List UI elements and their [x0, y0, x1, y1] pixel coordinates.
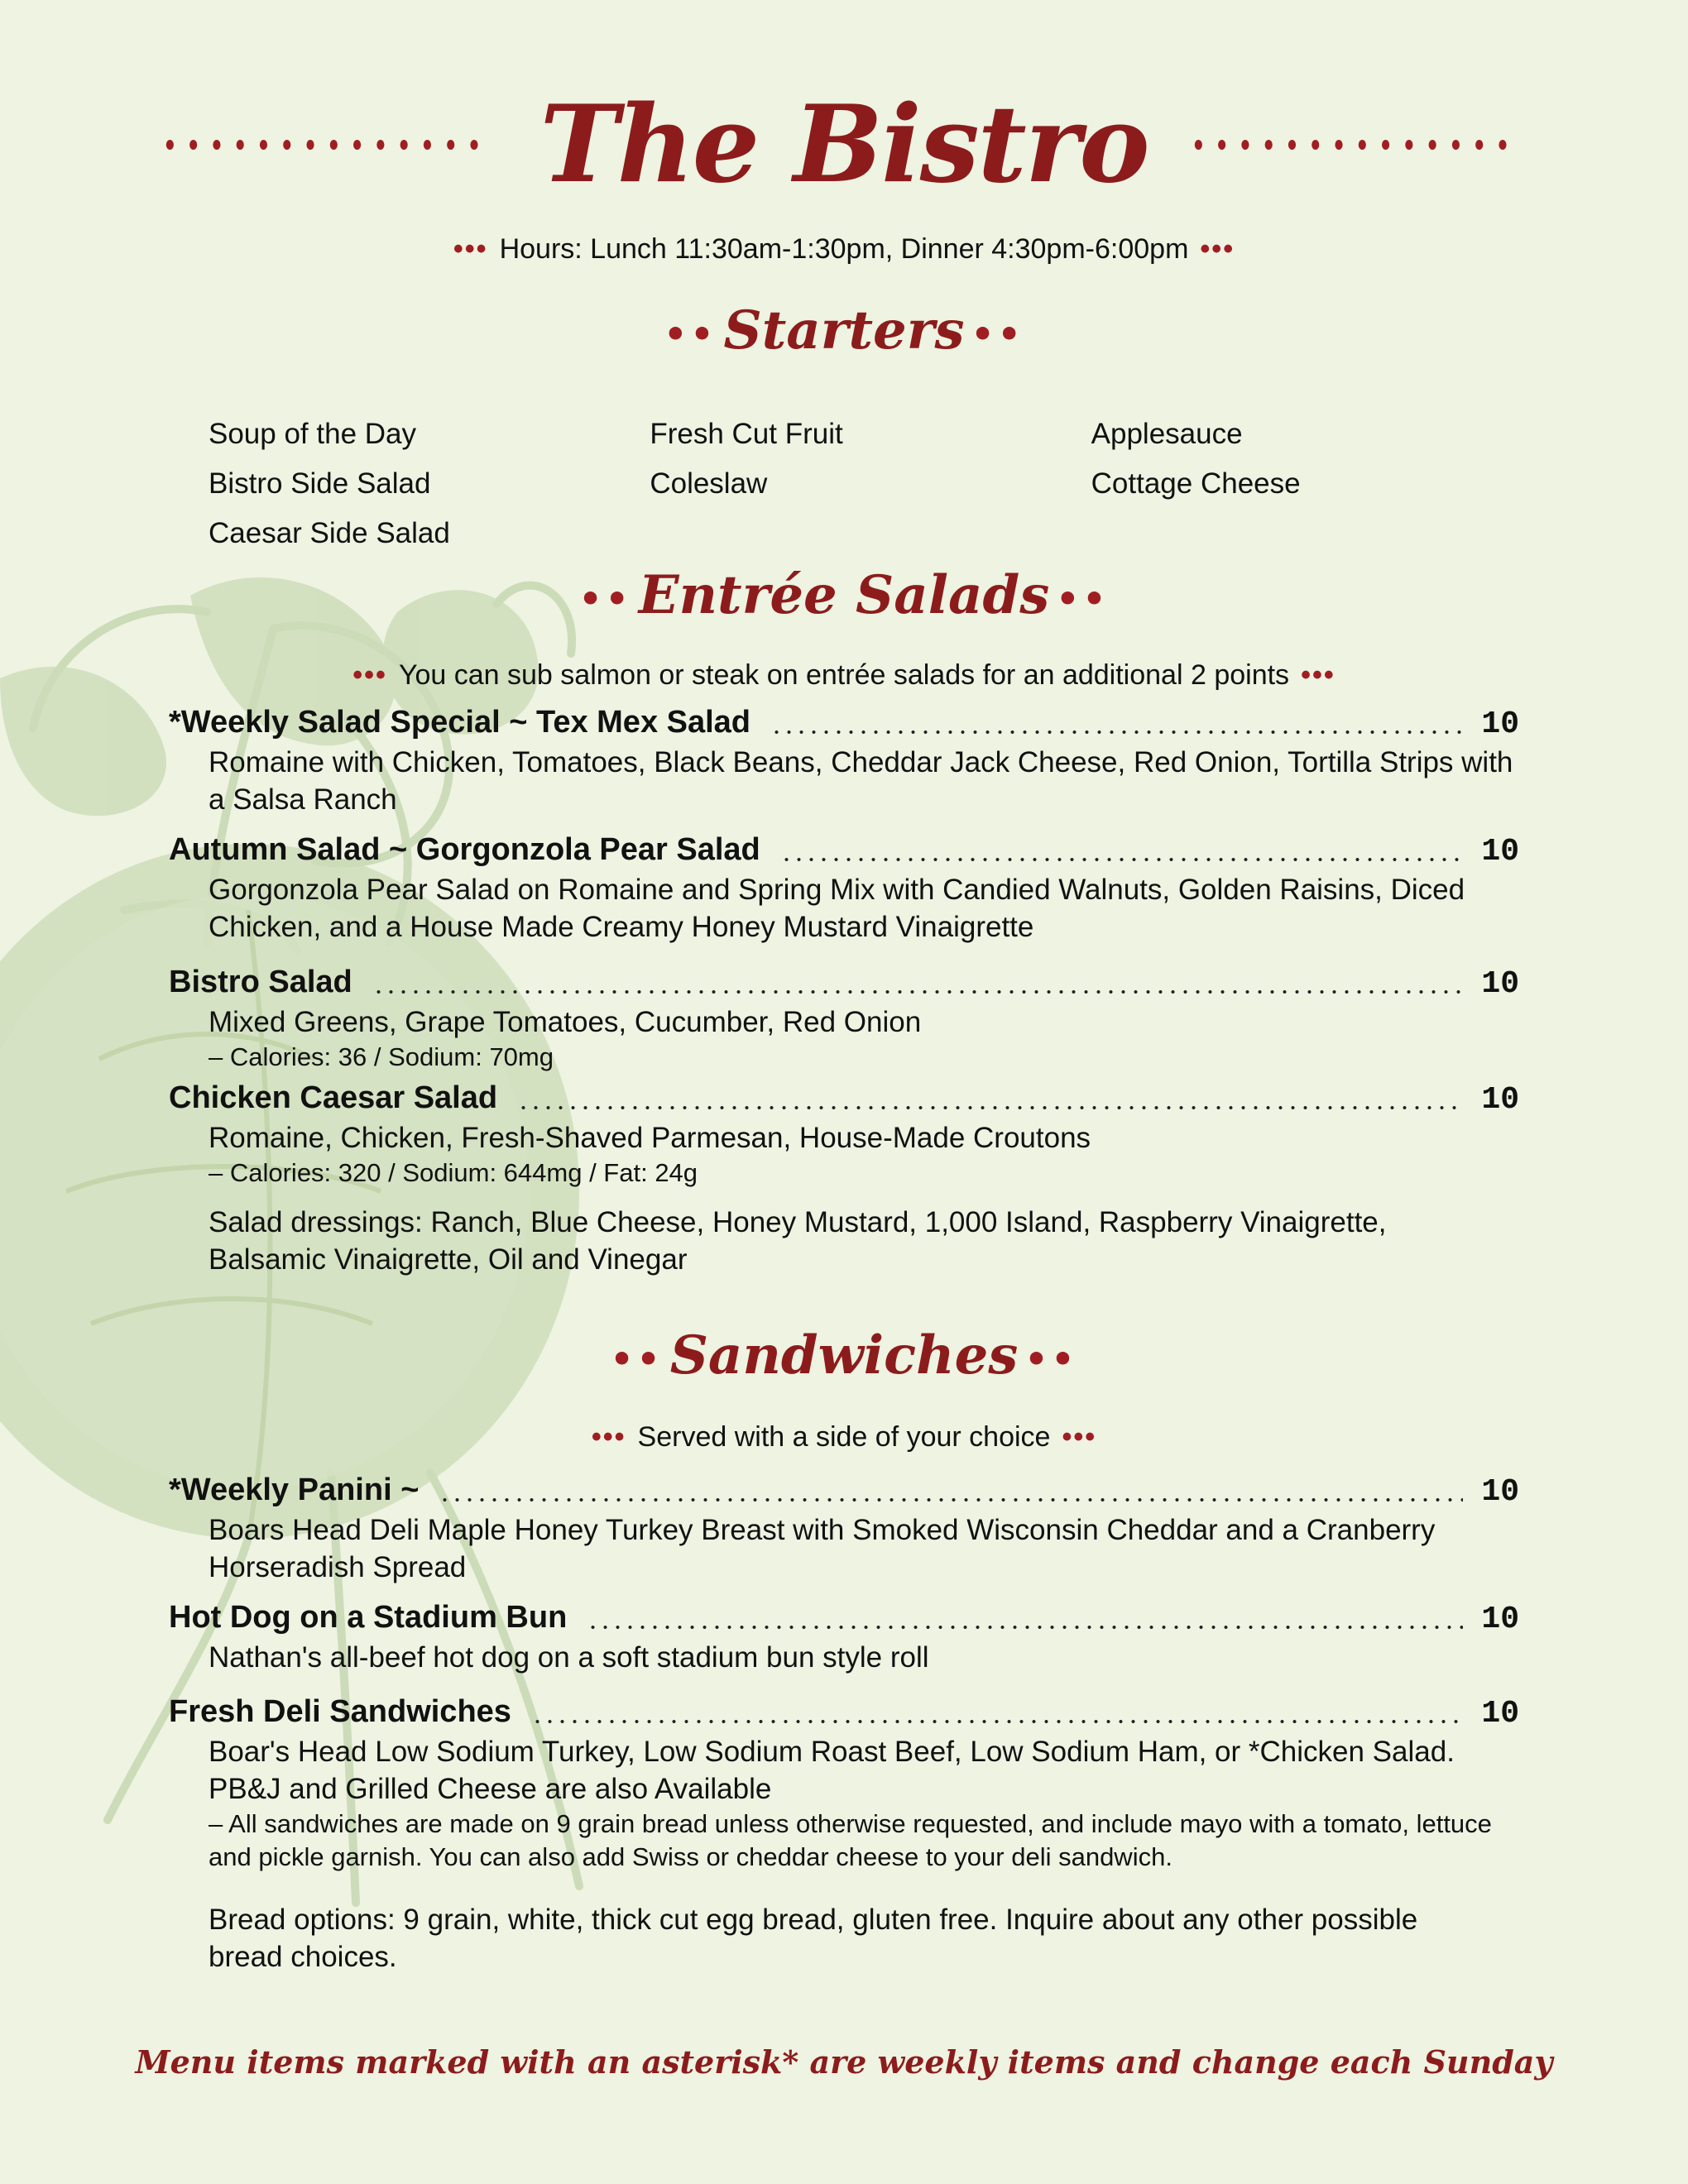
- item-price: 10: [1481, 1082, 1519, 1118]
- dots-icon: ••: [1024, 1338, 1078, 1381]
- item-price: 10: [1481, 834, 1519, 869]
- list-item: Fresh Cut Fruit: [650, 418, 843, 450]
- hours-text: Hours: Lunch 11:30am-1:30pm, Dinner 4:30pm-6:00pm: [499, 233, 1189, 265]
- title-dots-left: [165, 139, 494, 151]
- dots-icon: ••: [578, 577, 632, 620]
- dot-leader: [780, 858, 1464, 861]
- sandwiches-heading: [0, 1324, 1688, 1387]
- title-row: [165, 79, 1523, 211]
- dots-icon: •••: [1200, 233, 1235, 265]
- dots-icon: ••: [664, 313, 717, 356]
- dot-leader: [587, 1626, 1463, 1629]
- entree-salads-heading-text: Entrée Salads: [638, 564, 1050, 626]
- item-description: Gorgonzola Pear Salad on Romaine and Spring Mix with Candied Walnuts, Golden Raisins, Diced Chicken, and a House Made Creamy Honey Mustard Vinaigrette: [209, 874, 1465, 943]
- item-name: Autumn Salad ~ Gorgonzola Pear Salad: [169, 832, 760, 867]
- dots-icon: ••: [1056, 577, 1110, 620]
- entree-salads-heading: [0, 564, 1688, 626]
- item-description: Mixed Greens, Grape Tomatoes, Cucumber, Red Onion: [209, 1006, 922, 1038]
- dots-icon: ••: [610, 1338, 664, 1381]
- item-price: 10: [1481, 1474, 1519, 1510]
- menu-item: [169, 1473, 1519, 1586]
- entree-salads-note-text: You can sub salmon or steak on entrée salads for an additional 2 points: [398, 659, 1290, 691]
- item-nutrition: – Calories: 320 / Sodium: 644mg / Fat: 24g: [209, 1158, 698, 1187]
- dot-leader: [517, 1106, 1463, 1109]
- dot-leader: [531, 1720, 1463, 1723]
- dots-icon: ••: [971, 313, 1024, 356]
- item-name: *Weekly Salad Special ~ Tex Mex Salad: [169, 705, 751, 740]
- entree-salads-note: [0, 659, 1688, 692]
- item-note: – All sandwiches are made on 9 grain bread unless otherwise requested, and include mayo with a tomato, lettuce and pickle garnish. You can also add Swiss or cheddar cheese to your deli sandwich.: [209, 1809, 1492, 1871]
- item-name: Chicken Caesar Salad: [169, 1080, 498, 1115]
- item-description: Romaine, Chicken, Fresh-Shaved Parmesan, House-Made Croutons: [209, 1122, 1091, 1154]
- list-item: Bistro Side Salad: [209, 467, 431, 500]
- menu-item: [169, 705, 1519, 818]
- sandwiches-note-text: Served with a side of your choice: [637, 1421, 1051, 1453]
- list-item: Cottage Cheese: [1091, 467, 1301, 500]
- menu-item: [169, 1600, 1519, 1676]
- item-description: Boar's Head Low Sodium Turkey, Low Sodium Roast Beef, Low Sodium Ham, or *Chicken Salad. PB&J and Grilled Cheese are also Available: [209, 1736, 1455, 1805]
- menu-item: [169, 1080, 1519, 1190]
- dots-icon: •••: [591, 1421, 626, 1453]
- menu-item: [169, 1694, 1519, 1874]
- menu-item: [169, 965, 1519, 1074]
- dot-leader: [372, 990, 1464, 994]
- dot-leader: [770, 730, 1463, 734]
- item-name: Bistro Salad: [169, 965, 352, 999]
- list-item: Caesar Side Salad: [209, 517, 450, 549]
- bread-options: Bread options: 9 grain, white, thick cut egg bread, gluten free. Inquire about any other possible bread choices.: [209, 1904, 1418, 1973]
- starters-column: [209, 410, 650, 558]
- starters-list: [209, 410, 1532, 558]
- sandwiches-note: [0, 1421, 1688, 1454]
- dots-icon: •••: [1062, 1421, 1097, 1453]
- item-name: *Weekly Panini ~: [169, 1473, 420, 1507]
- dots-icon: •••: [453, 233, 488, 265]
- list-item: Soup of the Day: [209, 418, 416, 450]
- list-item: Applesauce: [1091, 418, 1243, 450]
- title-dots-right: [1194, 139, 1523, 151]
- dots-icon: •••: [1301, 659, 1336, 691]
- item-description: Nathan's all-beef hot dog on a soft stadium bun style roll: [209, 1641, 929, 1674]
- starters-heading-text: Starters: [723, 299, 965, 362]
- list-item: Coleslaw: [650, 467, 768, 500]
- starters-heading: [0, 299, 1688, 362]
- salad-dressings: Salad dressings: Ranch, Blue Cheese, Honey Mustard, 1,000 Island, Raspberry Vinaigrette, Balsamic Vinaigrette, Oil and Vinegar: [209, 1206, 1387, 1276]
- item-name: Fresh Deli Sandwiches: [169, 1694, 511, 1729]
- dot-leader: [439, 1498, 1463, 1502]
- footer-note: Menu items marked with an asterisk* are weekly items and change each Sunday: [135, 2043, 1553, 2081]
- item-price: 10: [1481, 1696, 1519, 1731]
- item-description: Boars Head Deli Maple Honey Turkey Breast with Smoked Wisconsin Cheddar and a Cranberry Horseradish Spread: [209, 1514, 1436, 1583]
- item-name: Hot Dog on a Stadium Bun: [169, 1600, 568, 1635]
- item-nutrition: – Calories: 36 / Sodium: 70mg: [209, 1042, 554, 1071]
- starters-column: [1091, 410, 1532, 558]
- menu-item: [169, 832, 1519, 946]
- item-price: 10: [1481, 966, 1519, 1002]
- item-price: 10: [1481, 706, 1519, 742]
- menu-title: The Bistro: [539, 83, 1149, 207]
- dots-icon: •••: [352, 659, 387, 691]
- item-description: Romaine with Chicken, Tomatoes, Black Beans, Cheddar Jack Cheese, Red Onion, Tortilla Strips with a Salsa Ranch: [209, 746, 1513, 816]
- starters-column: [650, 410, 1091, 558]
- hours-note: [0, 233, 1688, 266]
- item-price: 10: [1481, 1602, 1519, 1637]
- sandwiches-heading-text: Sandwiches: [669, 1324, 1019, 1387]
